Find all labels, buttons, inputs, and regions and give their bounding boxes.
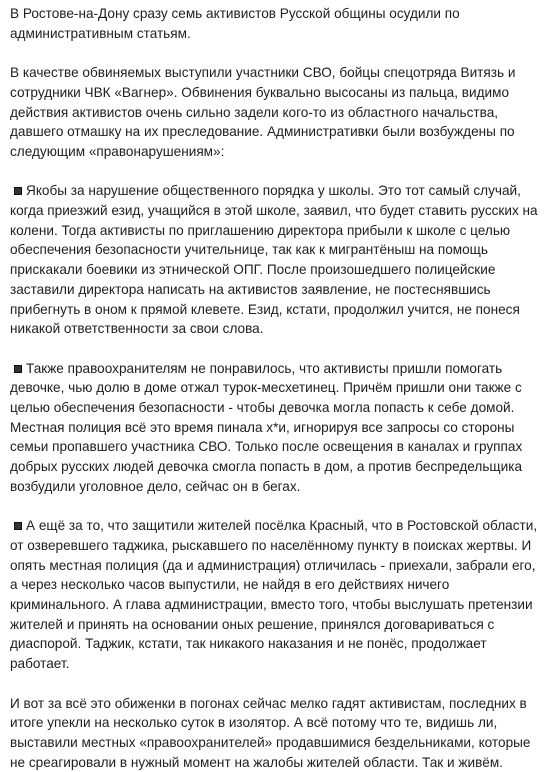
paragraph-text: В качестве обвиняемых выступили участники СВО, бойцы спецотряда Витязь и сотрудники ЧВК «Вагнер». Обвинения буквально высосаны из пальца, видимо действия активистов очень сильно задели кого-то из областного начальства, давшего отмашку на их преследование. Административки были возбуждены по следующим «правонарушениям»: <box>10 65 516 159</box>
black-square-bullet-icon <box>14 522 22 530</box>
black-square-bullet-icon <box>14 365 22 373</box>
paragraph-text: Якобы за нарушение общественного порядка у школы. Это тот самый случай, когда приезжий езид, учащийся в этой школе, заявил, что будет ставить русских на колени. Тогда активисты по приглашению директора прибыли к школе с целью обеспечения безопасности учительнице, так как к мигрантёныш на помощь прискакали боевики из этнической ОПГ. После произошедшего полицейские заставили директора написать на активистов заявление, не постеснявшись прибегнуть в оном к прямой клевете. Езид, кстати, продолжил учится, не понеся никакой ответственности за свои слова. <box>10 183 538 337</box>
paragraph-defendants <box>10 63 541 162</box>
paragraph-text: Также правоохранителям не понравилось, что активисты пришли помогать девочке, чью долю в доме отжал турок-месхетинец. Причём пришли они также с целью обеспечения безопасности - чтобы девочка могла попасть к себе домой. Местная полиция всё это время пинала х*и, игнорируя все запросы со стороны семьи пропавшего участника СВО. Только после освещения в каналах и группах добрых русских людей девочка смогла попасть в дом, а против беспредельщика возбудили уголовное дело, сейчас он в бегах. <box>10 360 523 494</box>
paragraph-text: И вот за всё это обиженки в погонах сейчас мелко гадят активистам, последних в итоге упекли на несколько суток в изолятор. А всё потому что те, видишь ли, выставили местных «правоохранителей» продавшимися бездельниками, которые не среагировали в нужный момент на жалобы жителей области. Так и живём. <box>10 695 531 770</box>
paragraph-text: А ещё за то, что защитили жителей посёлка Красный, что в Ростовской области, от озверевшего таджика, рыскавшего по населённому пункту в поисках жертвы. И опять местная полиция (да и администрация) отличилась - приехали, забрали его, а через несколько часов выпустили, не найдя в его действиях ничего криминального. А глава администрации, вместо того, чтобы выслушать претензии жителей и принять на основании оных решение, принялся договариваться с диаспорой. Таджик, кстати, так никакого наказания и не понёс, продолжает работает. <box>10 518 538 672</box>
paragraph-intro <box>10 4 541 43</box>
paragraph-school-case <box>10 181 541 339</box>
paragraph-text: В Ростове-на-Дону сразу семь активистов Русской общины осудили по административным статьям. <box>10 6 460 41</box>
black-square-bullet-icon <box>14 187 22 195</box>
paragraph-girl-case <box>10 359 541 497</box>
paragraph-conclusion <box>10 694 541 772</box>
paragraph-krasny-case <box>10 516 541 674</box>
